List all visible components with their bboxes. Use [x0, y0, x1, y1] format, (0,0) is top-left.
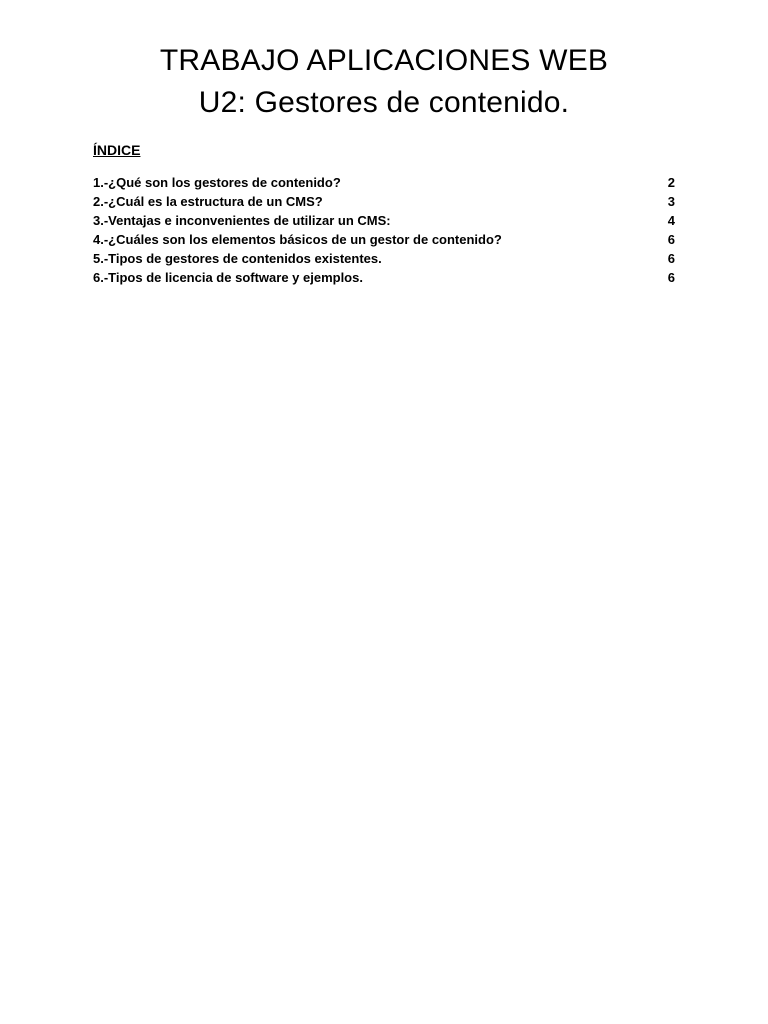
- toc-entry-text: 1.-¿Qué son los gestores de contenido?: [93, 175, 341, 190]
- document-title: TRABAJO APLICACIONES WEB: [159, 44, 609, 77]
- toc-entry-page: 2: [667, 175, 675, 190]
- toc-entry-5[interactable]: [93, 249, 675, 268]
- toc-entry-page: 6: [667, 251, 675, 266]
- toc-entry-1[interactable]: [93, 173, 675, 192]
- toc-entry-text: 5.-Tipos de gestores de contenidos existentes.: [93, 251, 382, 266]
- toc-entry-4[interactable]: [93, 230, 675, 249]
- toc-entry-page: 6: [667, 270, 675, 285]
- toc-entry-page: 3: [667, 194, 675, 209]
- toc-entry-text: 3.-Ventajas e inconvenientes de utilizar un CMS:: [93, 213, 391, 228]
- toc-entry-page: 6: [667, 232, 675, 247]
- toc-entry-text: 2.-¿Cuál es la estructura de un CMS?: [93, 194, 323, 209]
- toc-entry-3[interactable]: [93, 211, 675, 230]
- toc-entry-2[interactable]: [93, 192, 675, 211]
- toc-entry-text: 6.-Tipos de licencia de software y ejemplos.: [93, 270, 363, 285]
- table-of-contents: [93, 173, 675, 287]
- toc-entry-6[interactable]: [93, 268, 675, 287]
- toc-heading: ÍNDICE: [93, 142, 141, 158]
- toc-entry-text: 4.-¿Cuáles son los elementos básicos de un gestor de contenido?: [93, 232, 502, 247]
- document-subtitle: U2: Gestores de contenido.: [198, 86, 570, 119]
- title-block: [0, 40, 768, 124]
- toc-entry-page: 4: [667, 213, 675, 228]
